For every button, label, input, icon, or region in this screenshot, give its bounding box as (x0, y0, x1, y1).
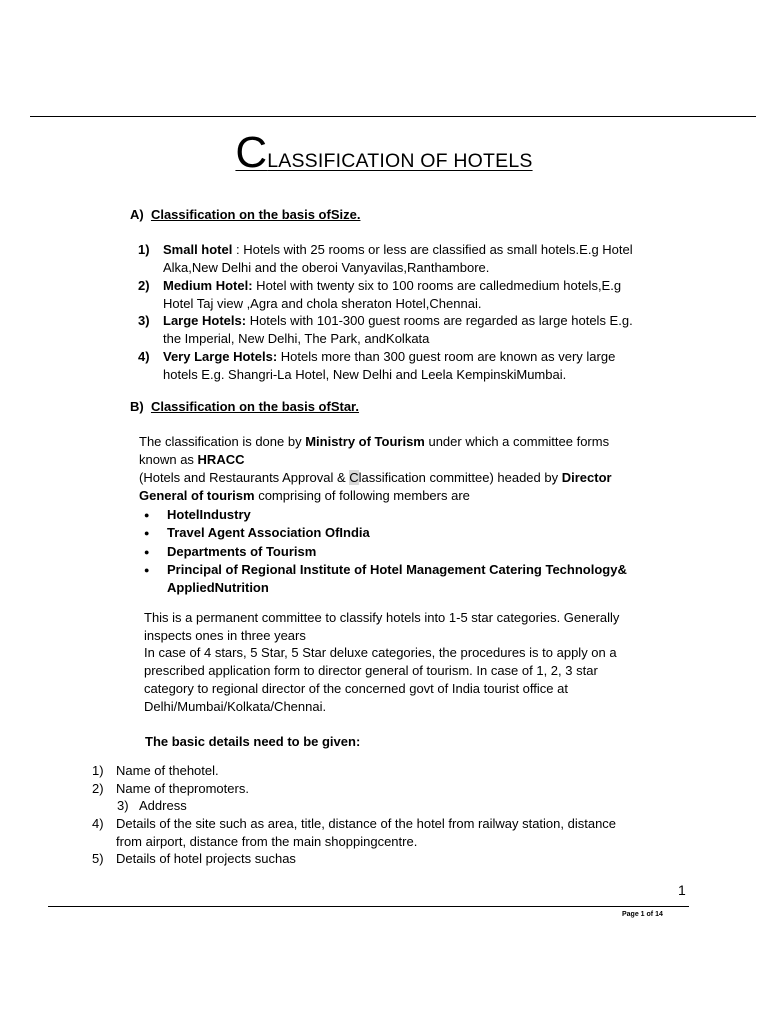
page-number: 1 (678, 882, 686, 898)
list-item-number: 3) (117, 798, 129, 813)
section-a-title: Classification on the basis ofSize. (150, 207, 361, 222)
section-a-marker: A) (130, 207, 144, 222)
item-label: Small hotel (163, 242, 233, 257)
bullet-icon: ● (144, 528, 150, 538)
bullet-icon: ● (144, 547, 150, 557)
list-item-number: 5) (92, 851, 104, 866)
bullet-icon: ● (144, 565, 150, 575)
list-item-cont: the Imperial, New Delhi, The Park, andKolkata (163, 331, 430, 346)
list-item: Details of hotel projects suchas (116, 851, 296, 866)
highlighted-letter: C (349, 470, 359, 485)
list-item: Name of thehotel. (116, 763, 219, 778)
list-item-number: 2) (92, 781, 104, 796)
list-item-number: 3) (138, 313, 150, 328)
section-b-marker: B) (130, 399, 144, 414)
list-item: Name of thepromoters. (116, 781, 249, 796)
section-a-heading (130, 206, 360, 224)
bullet-icon: ● (144, 510, 150, 520)
list-item: Address (139, 798, 187, 813)
list-item: Large Hotels: Hotels with 101-300 guest rooms are regarded as large hotels E.g. (163, 313, 633, 328)
list-item-cont: Alka,New Delhi and the oberoi Vanyavilas,Ranthambore. (163, 260, 490, 275)
list-item-cont: hotels E.g. Shangri-La Hotel, New Delhi and Leela KempinskiMumbai. (163, 367, 567, 382)
footer-rule (48, 906, 689, 907)
item-label: Large Hotels: (163, 313, 247, 328)
list-item-number: 4) (138, 349, 150, 364)
member-item: Departments of Tourism (167, 544, 317, 559)
list-item-cont: Hotel Taj view ,Agra and chola sheraton Hotel,Chennai. (163, 296, 482, 311)
list-item: Details of the site such as area, title, distance of the hotel from railway station, distance (116, 816, 617, 831)
member-item: Principal of Regional Institute of Hotel Management Catering Technology& (167, 562, 627, 577)
member-item-cont: AppliedNutrition (167, 580, 269, 595)
title-rest: LASSIFICATION OF HOTELS (267, 150, 533, 172)
list-item-cont: from airport, distance from the main shoppingcentre. (116, 834, 418, 849)
details-heading: The basic details need to be given: (145, 734, 361, 749)
list-item: Medium Hotel: Hotel with twenty six to 100 rooms are calledmedium hotels,E.g (163, 278, 622, 293)
title-first-letter: C (235, 128, 268, 177)
footer-page-of: Page 1 of 14 (622, 911, 663, 918)
list-item: Very Large Hotels: Hotels more than 300 guest room are known as very large (163, 349, 616, 364)
list-item-number: 1) (92, 763, 104, 778)
list-item-number: 2) (138, 278, 150, 293)
list-item-number: 1) (138, 242, 150, 257)
item-label: Medium Hotel: (163, 278, 253, 293)
page-title (0, 128, 768, 177)
item-label: Very Large Hotels: (163, 349, 278, 364)
member-item: HotelIndustry (167, 507, 251, 522)
list-item: Small hotel : Hotels with 25 rooms or less are classified as small hotels.E.g Hotel (163, 242, 633, 257)
list-item-number: 4) (92, 816, 104, 831)
section-b-heading (130, 398, 359, 416)
member-item: Travel Agent Association OfIndia (167, 525, 370, 540)
section-b-title: Classification on the basis ofStar. (150, 399, 360, 414)
top-rule (30, 116, 756, 117)
